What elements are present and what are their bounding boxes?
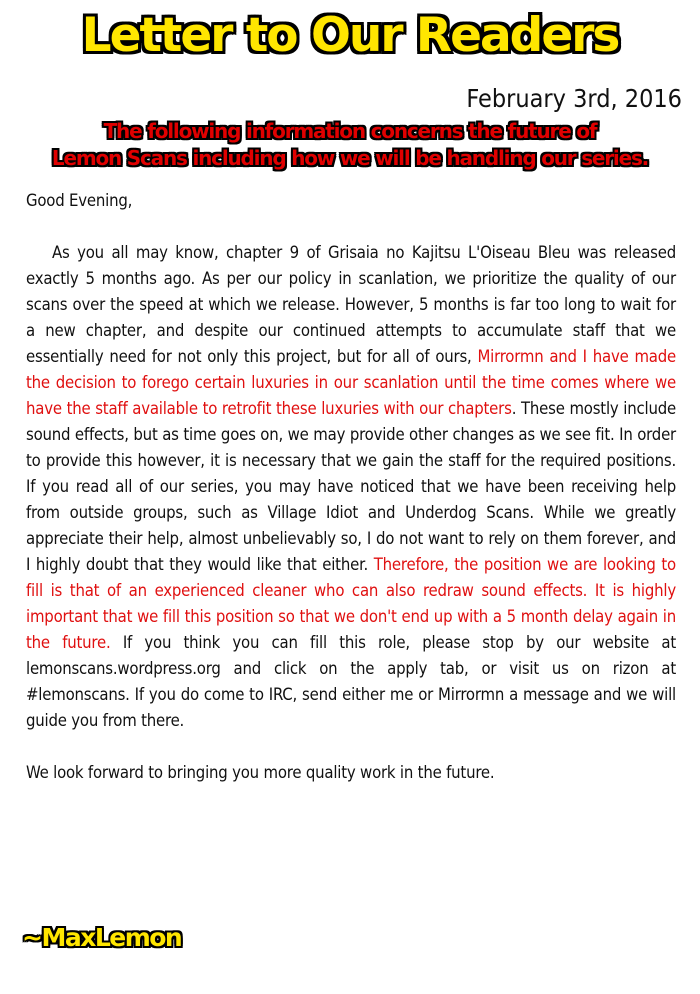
main-paragraph: [26, 240, 676, 734]
paragraph-text-1: As you all may know, chapter 9 of Grisaia no Kajitsu L'Oiseau Bleu was released exactly 5 months ago. As per our policy in scanlation, we prioritize the quality of our scans over the speed at which we release. However, 5 months is far too long to wait for a new chapter, and despite our continued attempts to accumulate staff that we essentially need for not only this project, but for all of ours,: [26, 243, 676, 366]
closing-line: We look forward to bringing you more quality work in the future.: [26, 763, 495, 782]
notice-line-2: Lemon Scans including how we will be handling our series.: [51, 146, 649, 170]
letter-title: Letter to Our Readers: [81, 8, 619, 63]
letter-date: February 3rd, 2016: [466, 84, 682, 113]
letter-body: [26, 188, 676, 786]
paragraph-text-2: . These mostly include sound effects, but as time goes on, we may provide other changes as we see fit. In order to provide this however, it is necessary that we gain the staff for the required positions. If you read all of our series, you may have noticed that we have been receiving help from outside groups, such as Village Idiot and Underdog Scans. While we greatly appreciate their help, almost unbelievably so, I do not want to rely on them forever, and I highly doubt that they would like that either.: [26, 399, 676, 574]
signature: ~MaxLemon: [22, 923, 182, 952]
greeting: Good Evening,: [26, 191, 133, 210]
notice-line-1: The following information concerns the future of: [103, 119, 597, 143]
highlight-decision: Mirrormn and I have made the decision to forego certain luxuries in our scanlation until the time comes where we have the staff available to retrofit these luxuries with our chapters: [26, 347, 676, 418]
paragraph-text-3: If you think you can fill this role, please stop by our website at lemonscans.wordpress.org and click on the apply tab, or visit us on rizon at #lemonscans. If you do come to IRC, send either me or Mirrormn a message and we will guide you from there.: [26, 633, 676, 730]
highlight-position: Therefore, the position we are looking to fill is that of an experienced cleaner who can also redraw sound effects. It is highly important that we fill this position so that we don't end up with a 5 month delay again in the future.: [26, 555, 676, 652]
notice-banner: [0, 118, 700, 172]
